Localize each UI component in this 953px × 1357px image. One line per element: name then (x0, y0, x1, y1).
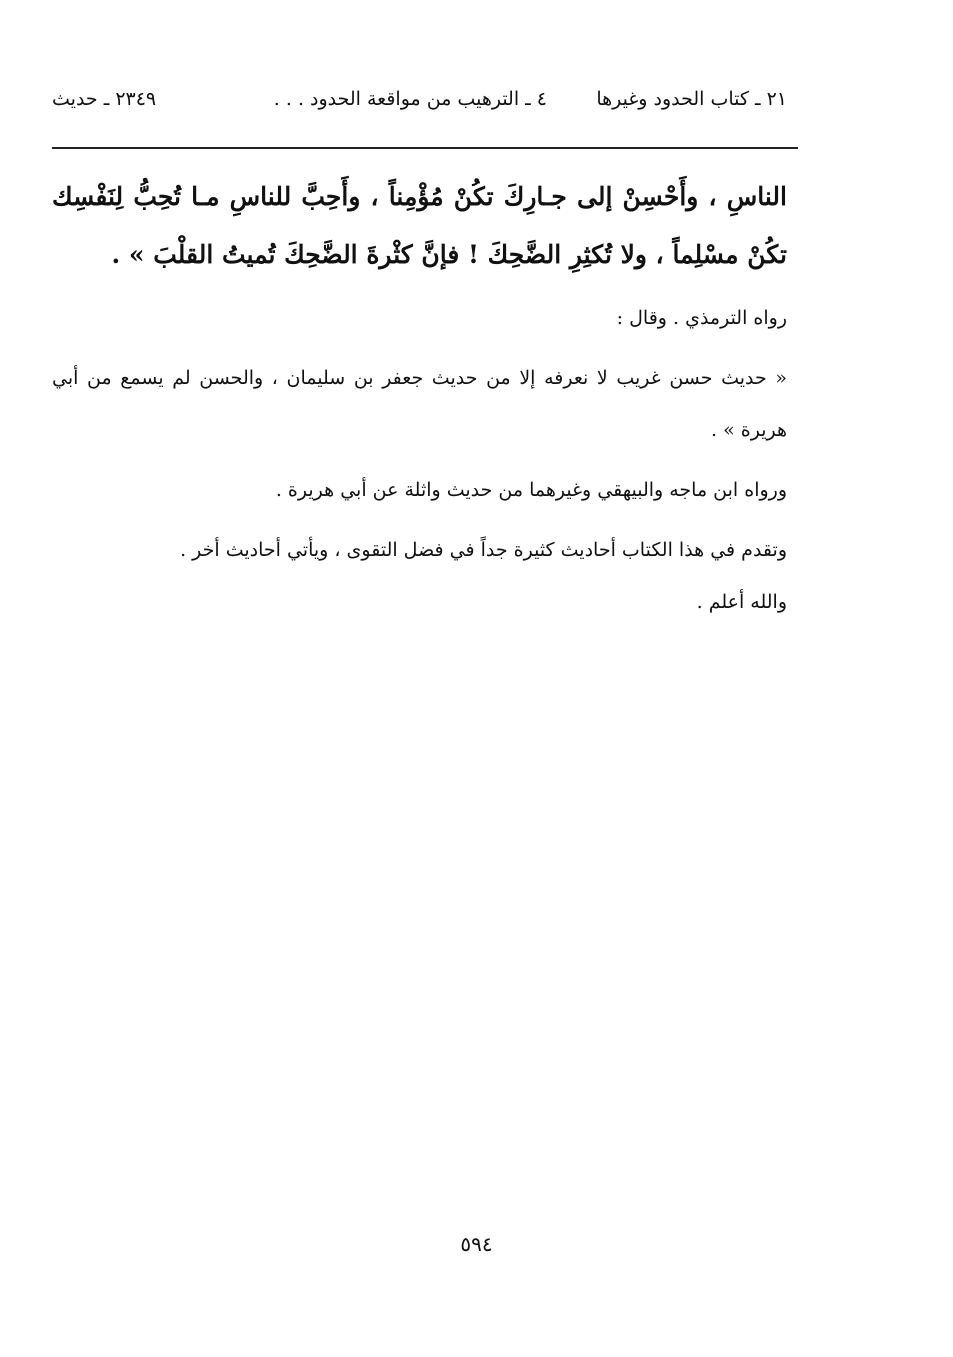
grading-paragraph: « حديث حسن غريب لا نعرفه إلا من حديث جعفر بن سليمان ، والحسن لم يسمع من أبي هريرة » . (52, 367, 787, 441)
header-chapter-title: ٤ ـ الترهيب من مواقعة الحدود . . . (273, 88, 547, 110)
header-hadith-number: ٢٣٤٩ ـ حديث (52, 88, 157, 110)
header-divider (52, 147, 798, 149)
other-narration-paragraph: ورواه ابن ماجه والبيهقي وغيرهما من حديث واثلة عن أبي هريرة . (275, 479, 787, 501)
narration-paragraph: رواه الترمذي . وقال : (616, 307, 787, 329)
note-paragraph: وتقدم في هذا الكتاب أحاديث كثيرة جداً في فضل التقوى ، ويأتي أحاديث أخر . (180, 539, 787, 561)
page-number: ٥٩٤ (460, 1232, 493, 1256)
page-body (52, 168, 787, 628)
hadith-text: الناسِ ، وأَحْسِنْ إلى جـارِكَ تكُنْ مُؤْمِناً ، وأَحِبَّ للناسِ مـا تُحِبُّ لِنَفْسِك تكُنْ مسْلِماً ، ولا تُكثِرِ الضَّحِكَ ! فإنَّ كثْرةَ الضَّحِكَ تُميتُ القلْبَ » . (52, 182, 787, 269)
running-header (52, 88, 787, 118)
header-book-title: ٢١ ـ كتاب الحدود وغيرها (596, 88, 787, 110)
closing-paragraph: والله أعلم . (696, 591, 787, 613)
